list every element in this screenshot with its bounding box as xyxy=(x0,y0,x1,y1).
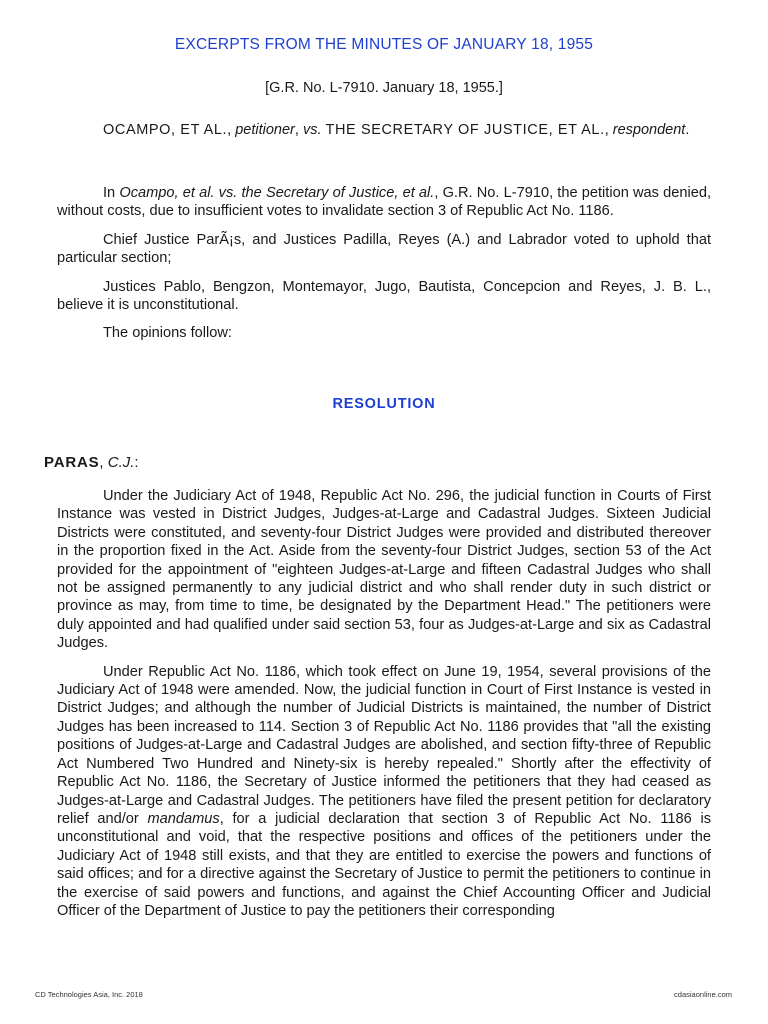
petitioner-name: OCAMPO, ET AL. xyxy=(103,122,228,138)
case-parties: OCAMPO, ET AL., petitioner, vs. THE SECRETARY OF JUSTICE, ET AL., respondent. xyxy=(103,122,690,138)
votes-uphold-paragraph: Chief Justice ParÃ¡s, and Justices Padilla, Reyes (A.) and Labrador voted to uphold that particular section; xyxy=(57,231,711,267)
document-title: EXCERPTS FROM THE MINUTES OF JANUARY 18, 1955 xyxy=(174,36,594,53)
resolution-heading: RESOLUTION xyxy=(332,396,436,412)
petitioner-role: petitioner xyxy=(235,122,295,138)
versus-label: vs. xyxy=(302,122,322,138)
summary-text: In xyxy=(103,185,120,201)
opinions-follow-paragraph: The opinions follow: xyxy=(103,325,232,342)
respondent-name: THE SECRETARY OF JUSTICE, ET AL. xyxy=(325,122,605,138)
minutes-summary xyxy=(57,184,711,353)
summary-text: , G.R. No. L-7910, the petition was denied, without costs, due to insufficient votes to invalidate section 3 of Republic Act No. 1186. xyxy=(57,185,712,220)
ponente-name: PARAS xyxy=(44,454,100,471)
respondent-role: respondent xyxy=(612,122,686,138)
opinion-paragraph: Under the Judiciary Act of 1948, Republic Act No. 296, the judicial function in Courts of First Instance was vested in District Judges, Judges-at-Large and Cadastral Judges. Sixteen Judicial Districts were constituted, and seventy-four District Judges were provided and distributed thereover in the proportion fixed in the Act. Aside from the seventy-four District Judges, section 53 of the Act provided for the appointment of "eighteen Judges-at-Large and fifteen Cadastral Judges who shall not be assigned permanently to any judicial district and who shall render duty in such district or province as may, from time to time, be designated by the Department Head." The petitioners were duly appointed and had qualified under said section 53, four as Judges-at-Large and six as Cadastral Judges. xyxy=(57,488,711,652)
opinion-paragraph xyxy=(57,663,711,921)
case-number: [G.R. No. L-7910. January 18, 1955.] xyxy=(265,80,503,96)
votes-unconstitutional-paragraph: Justices Pablo, Bengzon, Montemayor, Jugo, Bautista, Concepcion and Reyes, J. B. L., believe it is unconstitutional. xyxy=(57,278,711,314)
opinion-text: Under Republic Act No. 1186, which took effect on June 19, 1954, several provisions of the Judiciary Act of 1948 were amended. Now, the judicial function in Court of First Instance is vested in District Judges; and although the number of Judicial Districts is maintained, the number of District Judges has been increased to 114. Section 3 of Republic Act No. 1186 provides that "all the existing positions of Judges-at-Large and Cadastral Judges are abolished, and section fifty-three of Republic Act Numbered Two Hundred and Ninety-six is hereby repealed." Shortly after the effectivity of Republic Act No. 1186, the Secretary of Justice informed the petitioners that they had ceased as Judges-at-Large and Cadastral Judges. The petitioners have filed the present petition for declaratory relief and/or xyxy=(57,663,711,827)
summary-paragraph xyxy=(57,184,711,221)
footer-site: cdasiaonline.com xyxy=(674,990,732,999)
ponente-line: PARAS, C.J.: xyxy=(44,454,139,471)
case-title-italic: Ocampo, et al. vs. the Secretary of Justice, et al. xyxy=(119,185,435,201)
ponente-title: C.J. xyxy=(107,454,135,471)
mandamus-italic: mandamus xyxy=(147,810,220,827)
opinion-body xyxy=(57,487,711,930)
ponente-mark: : xyxy=(134,454,139,471)
footer-copyright: CD Technologies Asia, Inc. 2018 xyxy=(35,990,143,999)
opinion-text: , for a judicial declaration that section 3 of Republic Act No. 1186 is unconstitutional and void, that the respective positions and offices of the petitioners under the Judiciary Act of 1948 still exists, and that they are entitled to exercise the powers and functions of said offices; and for a directive against the Secretary of Justice to permit the petitioners to continue in the exercise of said powers and functions, and against the Chief Accounting Officer and Judicial Officer of the Department of Justice to pay the petitioners their corresponding xyxy=(57,810,711,919)
